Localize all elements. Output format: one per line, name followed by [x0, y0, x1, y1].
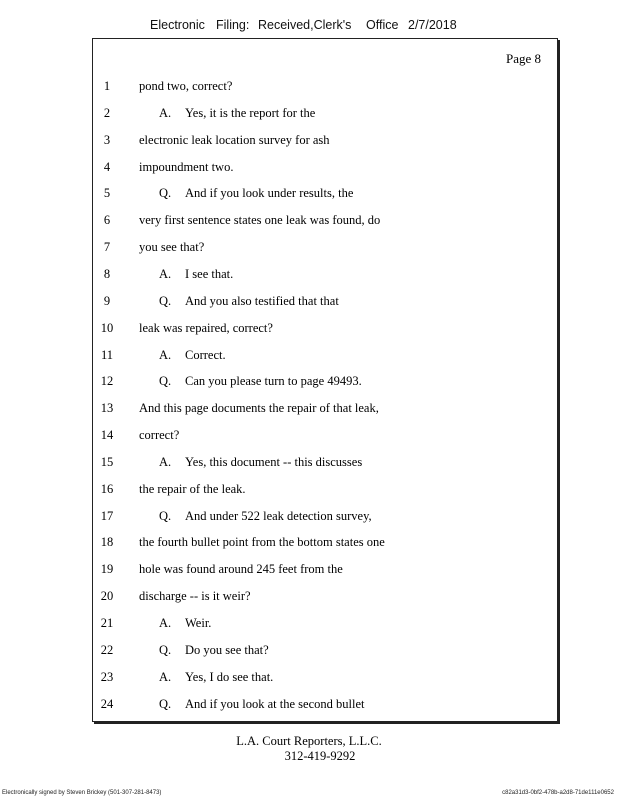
- speaker-label: A.: [159, 616, 172, 630]
- line-text: Correct.: [185, 347, 226, 362]
- transcript-line: [93, 267, 557, 287]
- line-number: 7: [103, 240, 111, 255]
- transcript-line: [93, 240, 557, 260]
- line-number: 20: [100, 589, 114, 604]
- transcript-line: [93, 106, 557, 126]
- line-text: And if you look under results, the: [185, 186, 354, 201]
- header-date: 2/7/2018: [408, 18, 457, 32]
- line-number: 9: [103, 293, 111, 308]
- line-number: 16: [100, 481, 114, 496]
- line-text: the fourth bullet point from the bottom states one: [139, 535, 385, 550]
- line-number: 24: [100, 696, 114, 711]
- line-text: Yes, I do see that.: [185, 669, 274, 684]
- court-reporter-name: L.A. Court Reporters, L.L.C.: [236, 734, 382, 748]
- line-number: 3: [103, 132, 111, 147]
- line-text: impoundment two.: [139, 159, 234, 174]
- line-number: 6: [103, 213, 111, 228]
- transcript-line: [93, 160, 557, 180]
- speaker-label: A.: [159, 347, 172, 362]
- line-number: 4: [103, 159, 111, 174]
- line-number: 14: [100, 428, 114, 443]
- line-text: very first sentence states one leak was found, do: [139, 213, 381, 228]
- line-text: Can you please turn to page 49493.: [185, 374, 362, 389]
- line-text: hole was found around 245 feet from the: [139, 562, 343, 577]
- transcript-line: [93, 321, 557, 341]
- transcript-line: [93, 455, 557, 475]
- line-number: 22: [100, 642, 114, 657]
- transcript-line: [93, 186, 557, 206]
- transcript-line: [93, 616, 557, 636]
- transcript-line: [93, 348, 557, 368]
- transcript-line: [93, 213, 557, 233]
- line-number: 18: [100, 535, 114, 550]
- page-number: Page 8: [505, 51, 541, 66]
- speaker-label: Q.: [159, 508, 172, 523]
- electronic-signature: Electronically signed by Steven Brickey (501-307-281-8473): [2, 790, 162, 796]
- transcript-line: [93, 643, 557, 663]
- transcript-line: [93, 509, 557, 529]
- line-text: the repair of the leak.: [139, 481, 246, 496]
- transcript-line: [93, 294, 557, 314]
- header-received: Received,Clerk's: [258, 18, 352, 32]
- transcript-line: [93, 374, 557, 394]
- line-number: 21: [100, 616, 114, 630]
- header-office: Office: [366, 18, 399, 32]
- speaker-label: Q.: [159, 293, 172, 308]
- document-hash: c82a31d3-0bf2-478b-a2d8-71de111e0652: [502, 790, 614, 796]
- court-reporter-phone: 312-419-9292: [284, 749, 356, 763]
- speaker-label: Q.: [159, 374, 172, 389]
- line-text: Do you see that?: [185, 642, 269, 657]
- line-number: 11: [100, 347, 114, 362]
- line-text: Yes, this document -- this discusses: [185, 454, 363, 469]
- line-number: 1: [103, 79, 111, 93]
- speaker-label: A.: [159, 105, 172, 120]
- line-text: correct?: [139, 428, 180, 443]
- line-number: 10: [100, 320, 114, 335]
- speaker-label: A.: [159, 669, 172, 684]
- transcript-line: [93, 133, 557, 153]
- line-text: And you also testified that that: [185, 293, 339, 308]
- line-number: 23: [100, 669, 114, 684]
- line-number: 5: [103, 186, 111, 201]
- transcript-page: [92, 38, 558, 722]
- speaker-label: Q.: [159, 186, 172, 201]
- line-number: 8: [103, 266, 111, 281]
- line-text: discharge -- is it weir?: [139, 589, 251, 604]
- line-text: electronic leak location survey for ash: [139, 132, 330, 147]
- transcript-line: [93, 79, 557, 99]
- header-electronic: Electronic: [150, 18, 205, 32]
- line-number: 12: [100, 374, 114, 389]
- speaker-label: Q.: [159, 642, 172, 657]
- transcript-line: [93, 670, 557, 690]
- transcript-line: [93, 697, 557, 717]
- line-text: Weir.: [185, 616, 212, 630]
- transcript-line: [93, 589, 557, 609]
- line-text: leak was repaired, correct?: [139, 320, 273, 335]
- line-number: 15: [100, 454, 114, 469]
- line-number: 17: [100, 508, 114, 523]
- line-text: And this page documents the repair of that leak,: [139, 401, 379, 416]
- line-text: you see that?: [139, 240, 205, 255]
- line-text: And under 522 leak detection survey,: [185, 508, 372, 523]
- speaker-label: Q.: [159, 696, 172, 711]
- speaker-label: A.: [159, 266, 172, 281]
- speaker-label: A.: [159, 454, 172, 469]
- line-text: pond two, correct?: [139, 79, 233, 93]
- filing-header: [0, 18, 618, 38]
- line-number: 19: [100, 562, 114, 577]
- header-filing: Filing:: [216, 18, 250, 32]
- transcript-line: [93, 401, 557, 421]
- line-number: 2: [103, 105, 111, 120]
- transcript-line: [93, 482, 557, 502]
- line-text: Yes, it is the report for the: [185, 105, 316, 120]
- transcript-line: [93, 562, 557, 582]
- line-number: 13: [100, 401, 114, 416]
- transcript-line: [93, 535, 557, 555]
- line-text: I see that.: [185, 266, 234, 281]
- transcript-line: [93, 428, 557, 448]
- line-text: And if you look at the second bullet: [185, 696, 365, 711]
